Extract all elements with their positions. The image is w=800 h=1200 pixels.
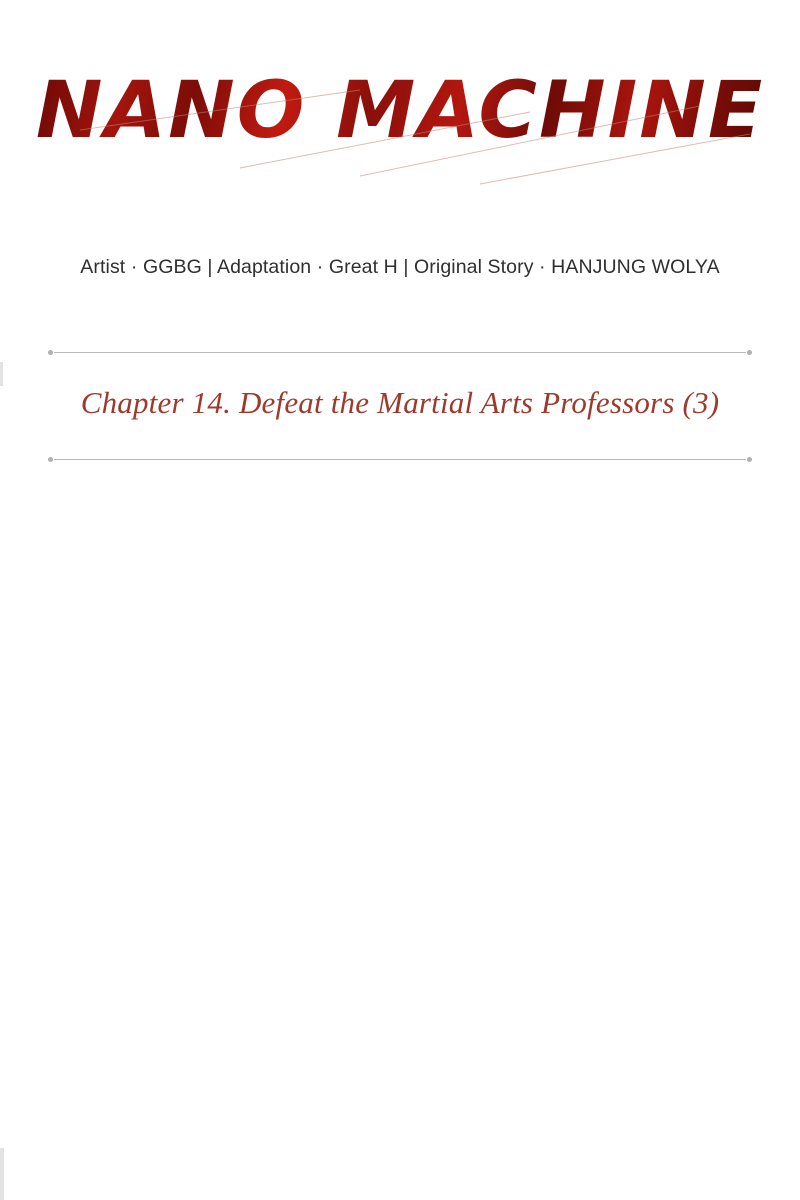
page-edge-mark-top [0,362,3,386]
credits-line: Artist · GGBG | Adaptation · Great H | Original Story · HANJUNG WOLYA [80,256,720,278]
divider-line [54,352,746,353]
series-title-block [0,66,800,156]
chapter-title: Chapter 14. Defeat the Martial Arts Professors (3) [80,385,720,420]
page-edge-mark-bottom [0,1148,4,1200]
divider-dot-left [48,457,53,462]
divider-top [48,352,752,353]
divider-dot-right [747,350,752,355]
series-title: NANO MACHINE [35,66,765,156]
divider-dot-right [747,457,752,462]
divider-bottom [48,459,752,460]
divider-dot-left [48,350,53,355]
divider-line [54,459,746,460]
